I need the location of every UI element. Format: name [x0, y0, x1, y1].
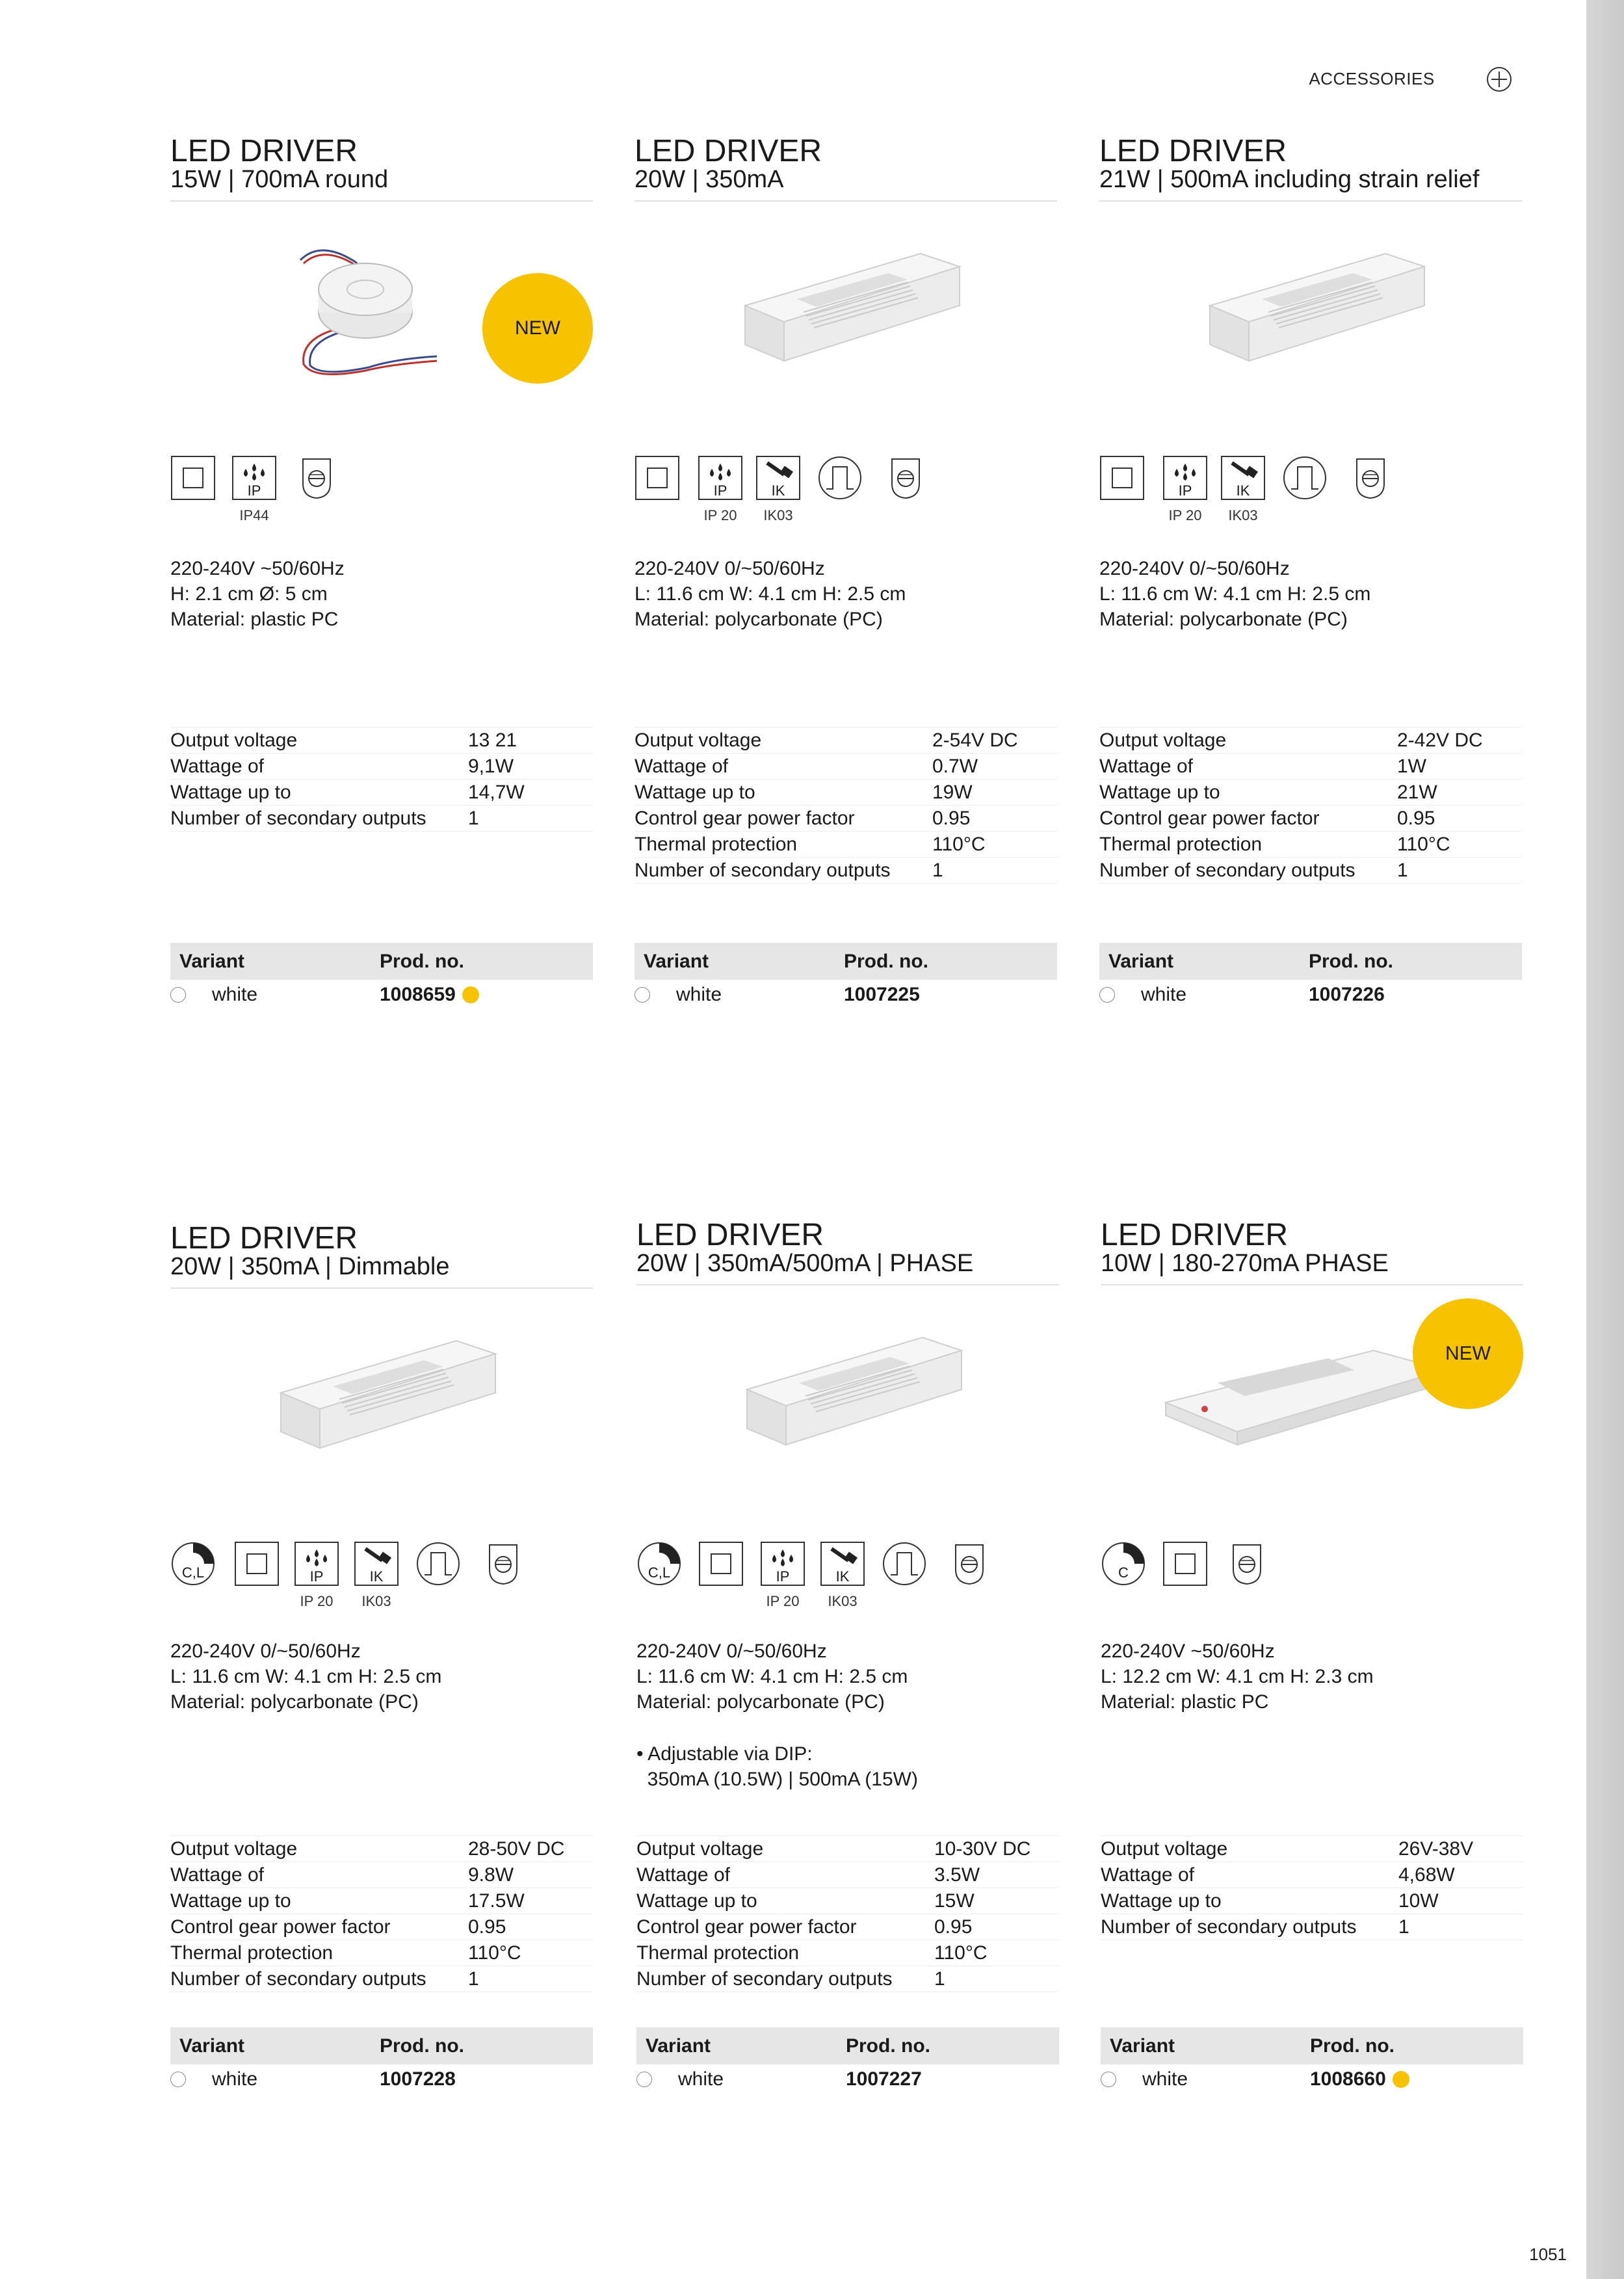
variant-row[interactable] [635, 980, 1057, 1010]
parameter-row [1101, 1862, 1523, 1888]
spec-line: H: 2.1 cm Ø: 5 cm [170, 583, 328, 605]
parameter-value: 15W [934, 1890, 975, 1912]
prod-no-column-header: Prod. no. [844, 950, 928, 972]
spec-line: Material: polycarbonate (PC) [170, 1691, 419, 1713]
parameter-label: Output voltage [635, 729, 762, 751]
parameter-table [1101, 1836, 1523, 1940]
parameter-label: Output voltage [1101, 1838, 1228, 1860]
title-divider [170, 200, 593, 202]
variant-column-header: Variant [1110, 2035, 1175, 2057]
product-number: 1008659 [380, 984, 456, 1005]
parameter-value: 10-30V DC [934, 1838, 1031, 1860]
parameter-value: 110°C [1397, 833, 1450, 855]
spec-lines [636, 1639, 908, 1715]
spec-line: L: 11.6 cm W: 4.1 cm H: 2.5 cm [1099, 583, 1371, 605]
rectangular-led-driver-photo [170, 1302, 593, 1523]
parameter-row [1099, 754, 1522, 780]
parameter-row [170, 754, 593, 780]
parameter-row [1099, 728, 1522, 754]
parameter-value: 0.7W [932, 755, 978, 777]
parameter-value: 1 [1397, 859, 1408, 881]
variant-radio-button[interactable] [1101, 2072, 1116, 2087]
parameter-row [1101, 1914, 1523, 1940]
thermal-protection-icon [1282, 455, 1328, 501]
parameter-label: Control gear power factor [636, 1916, 857, 1938]
title-divider [636, 1284, 1059, 1285]
parameter-value: 0.95 [932, 807, 971, 829]
parameter-row [635, 806, 1057, 832]
luminaire-mark-icon [1224, 1541, 1270, 1587]
parameter-value: 110°C [932, 833, 986, 855]
parameter-value: 21W [1397, 781, 1437, 803]
spec-line: L: 11.6 cm W: 4.1 cm H: 2.5 cm [635, 583, 906, 605]
product-title: LED DRIVER [170, 1221, 358, 1256]
parameter-label: Wattage up to [170, 781, 291, 803]
spec-line: Material: polycarbonate (PC) [636, 1691, 885, 1713]
product-image [1099, 215, 1522, 436]
variant-header [170, 2027, 593, 2064]
parameter-row [635, 728, 1057, 754]
product-subtitle: 20W | 350mA [635, 166, 784, 193]
parameter-value: 1 [934, 1968, 945, 1990]
ik-rating-icon [1220, 455, 1266, 523]
parameter-label: Wattage up to [170, 1890, 291, 1912]
parameter-label: Output voltage [170, 1838, 298, 1860]
parameter-row [170, 1836, 593, 1862]
ip-rating-label: IP [713, 482, 727, 499]
prod-no-column-header: Prod. no. [380, 2035, 464, 2057]
variant-column-header: Variant [179, 950, 245, 972]
parameter-row [1099, 806, 1522, 832]
spec-line: 220-240V 0/~50/60Hz [635, 558, 825, 579]
variant-header [636, 2027, 1059, 2064]
spec-line: 220-240V 0/~50/60Hz [170, 1640, 361, 1662]
variant-name: white [678, 2068, 724, 2090]
parameter-label: Number of secondary outputs [170, 807, 426, 829]
ip-rating-icon [1162, 455, 1208, 523]
parameter-value: 17.5W [468, 1890, 525, 1912]
parameter-row [635, 754, 1057, 780]
parameter-table [170, 1836, 593, 1992]
variant-header [1101, 2027, 1523, 2064]
class-ii-icon [1099, 455, 1145, 501]
product-subtitle: 15W | 700mA round [170, 166, 389, 193]
parameter-table [170, 727, 593, 832]
parameter-row [170, 1914, 593, 1940]
icon-caption: IK03 [828, 1593, 858, 1609]
ik-rating-icon [354, 1541, 399, 1609]
ik-rating-icon [820, 1541, 865, 1609]
parameter-label: Thermal protection [170, 1942, 334, 1964]
icon-caption: IK03 [1228, 507, 1258, 523]
parameter-table [636, 1836, 1059, 1992]
variant-row[interactable] [170, 2064, 593, 2094]
product-number: 1007227 [846, 2068, 922, 2090]
product-number: 1007228 [380, 2068, 456, 2090]
icon-caption: IP 20 [703, 507, 737, 523]
product-number: 1008660 [1310, 2068, 1386, 2090]
title-divider [1101, 1284, 1523, 1285]
luminaire-mark-icon [947, 1541, 992, 1587]
variant-column-header: Variant [646, 2035, 711, 2057]
ip-rating-icon [294, 1541, 339, 1609]
spec-line: 220-240V ~50/60Hz [170, 558, 345, 579]
variant-radio-button[interactable] [636, 2072, 652, 2087]
luminaire-mark-icon [1348, 455, 1393, 501]
prod-no-column-header: Prod. no. [1310, 2035, 1395, 2057]
parameter-row [635, 832, 1057, 858]
parameter-row [170, 1940, 593, 1966]
parameter-label: Wattage of [1101, 1864, 1194, 1886]
parameter-value: 9.8W [468, 1864, 514, 1886]
product-title: LED DRIVER [1101, 1218, 1289, 1252]
ip-rating-icon [760, 1541, 805, 1609]
parameter-value: 1 [1398, 1916, 1409, 1938]
spec-line: Material: plastic PC [1101, 1691, 1269, 1713]
parameter-value: 28-50V DC [468, 1838, 565, 1860]
luminaire-mark-icon [883, 455, 928, 501]
variant-name: white [212, 984, 258, 1005]
parameter-label: Output voltage [1099, 729, 1227, 751]
parameter-value: 2-42V DC [1397, 729, 1483, 751]
feature-bullet-line: 350mA (10.5W) | 500mA (15W) [636, 1769, 918, 1790]
prod-no-column-header: Prod. no. [1309, 950, 1393, 972]
parameter-value: 0.95 [934, 1916, 973, 1938]
spec-line: L: 11.6 cm W: 4.1 cm H: 2.5 cm [170, 1666, 442, 1687]
parameter-row [170, 1888, 593, 1914]
ip-rating-label: IP [309, 1568, 324, 1585]
spec-line: Material: polycarbonate (PC) [1099, 609, 1348, 630]
variant-header [170, 943, 593, 980]
variant-table [170, 2027, 593, 2094]
product-image [635, 215, 1057, 436]
parameter-label: Number of secondary outputs [636, 1968, 893, 1990]
rectangular-led-driver-photo [636, 1298, 1059, 1520]
parameter-row [636, 1966, 1059, 1992]
spec-lines [635, 556, 906, 632]
variant-header [1099, 943, 1522, 980]
parameter-value: 110°C [934, 1942, 988, 1964]
product-title: LED DRIVER [635, 134, 822, 168]
product-image [170, 1302, 593, 1523]
spec-line: 220-240V 0/~50/60Hz [1099, 558, 1290, 579]
parameter-label: Wattage up to [635, 781, 755, 803]
parameter-row [1101, 1888, 1523, 1914]
ik-rating-icon [755, 455, 801, 523]
parameter-label: Wattage of [635, 755, 728, 777]
ip-rating-icon [231, 455, 277, 523]
new-badge: NEW [482, 273, 593, 384]
parameter-value: 1 [932, 859, 943, 881]
parameter-row [636, 1862, 1059, 1888]
thermal-protection-icon [882, 1541, 927, 1587]
parameter-value: 1 [468, 807, 479, 829]
parameter-value: 4,68W [1398, 1864, 1455, 1886]
rectangular-led-driver-photo [635, 215, 1057, 436]
ik-rating-label: IK [771, 482, 785, 499]
spec-line: L: 11.6 cm W: 4.1 cm H: 2.5 cm [636, 1666, 908, 1687]
feature-bullets [636, 1741, 918, 1792]
parameter-label: Number of secondary outputs [1101, 1916, 1357, 1938]
spec-line: Material: polycarbonate (PC) [635, 609, 883, 630]
spec-line: 220-240V 0/~50/60Hz [636, 1640, 827, 1662]
spec-lines [1101, 1639, 1374, 1715]
dimmable-c-icon [1101, 1541, 1146, 1587]
parameter-row [636, 1888, 1059, 1914]
parameter-row [170, 806, 593, 832]
new-indicator-dot [1393, 2071, 1409, 2088]
parameter-value: 10W [1398, 1890, 1439, 1912]
variant-column-header: Variant [1108, 950, 1174, 972]
plus-circle-icon[interactable] [1486, 66, 1512, 92]
parameter-label: Thermal protection [636, 1942, 800, 1964]
parameter-label: Number of secondary outputs [1099, 859, 1356, 881]
parameter-label: Wattage of [636, 1864, 730, 1886]
title-divider [1099, 200, 1522, 202]
luminaire-mark-icon [480, 1541, 526, 1587]
variant-column-header: Variant [179, 2035, 245, 2057]
ip-rating-label: IP [776, 1568, 790, 1585]
ik-rating-label: IK [369, 1568, 384, 1585]
variant-table [1101, 2027, 1523, 2094]
parameter-label: Thermal protection [1099, 833, 1263, 855]
product-card [636, 1218, 1059, 2090]
parameter-label: Output voltage [636, 1838, 764, 1860]
variant-name: white [1141, 984, 1187, 1005]
parameter-table [635, 727, 1057, 884]
variant-table [636, 2027, 1059, 2094]
parameter-label: Control gear power factor [635, 807, 855, 829]
parameter-row [1099, 832, 1522, 858]
dimmable-cl-label: C,L [181, 1564, 205, 1581]
title-divider [170, 1287, 593, 1289]
product-card [1099, 134, 1522, 1005]
right-edge-strip [1586, 0, 1624, 2279]
parameter-row [1099, 858, 1522, 884]
parameter-value: 13 21 [468, 729, 517, 751]
title-divider [635, 200, 1057, 202]
prod-no-column-header: Prod. no. [846, 2035, 930, 2057]
ip-rating-label: IP [247, 482, 261, 499]
parameter-label: Wattage of [1099, 755, 1193, 777]
parameter-label: Wattage up to [1099, 781, 1220, 803]
parameter-value: 0.95 [1397, 807, 1435, 829]
parameter-row [170, 728, 593, 754]
class-ii-icon [170, 455, 216, 501]
icon-caption: IK03 [361, 1593, 391, 1609]
prod-no-column-header: Prod. no. [380, 950, 464, 972]
variant-row[interactable] [1101, 2064, 1523, 2094]
variant-radio-button[interactable] [170, 987, 186, 1003]
parameter-label: Number of secondary outputs [170, 1968, 426, 1990]
parameter-value: 9,1W [468, 755, 514, 777]
product-image [636, 1298, 1059, 1520]
dimmable-cl-icon [636, 1541, 682, 1587]
spec-lines [1099, 556, 1370, 632]
class-ii-icon [635, 455, 680, 501]
variant-column-header: Variant [644, 950, 709, 972]
parameter-row [1099, 780, 1522, 806]
parameter-label: Wattage of [170, 755, 264, 777]
product-card [1101, 1218, 1523, 2090]
ik-rating-label: IK [835, 1568, 850, 1585]
parameter-row [170, 1862, 593, 1888]
variant-header [635, 943, 1057, 980]
dimmable-c-label: C [1118, 1564, 1129, 1581]
variant-radio-button[interactable] [635, 987, 650, 1003]
ik-rating-label: IK [1236, 482, 1250, 499]
variant-row[interactable] [1099, 980, 1522, 1010]
feature-bullet-line: • Adjustable via DIP: [636, 1743, 813, 1765]
product-number: 1007225 [844, 984, 920, 1005]
ip-rating-icon [698, 455, 743, 523]
parameter-row [635, 780, 1057, 806]
parameter-value: 26V-38V [1398, 1838, 1474, 1860]
dimmable-cl-label: C,L [648, 1564, 671, 1581]
rectangular-led-driver-photo [1099, 215, 1522, 436]
parameter-row [635, 858, 1057, 884]
thermal-protection-icon [817, 455, 863, 501]
variant-radio-button[interactable] [170, 2072, 186, 2087]
product-card [635, 134, 1057, 1005]
parameter-label: Control gear power factor [170, 1916, 391, 1938]
thermal-protection-icon [415, 1541, 461, 1587]
variant-name: white [1142, 2068, 1188, 2090]
product-subtitle: 10W | 180-270mA PHASE [1101, 1250, 1389, 1277]
parameter-label: Wattage up to [636, 1890, 757, 1912]
parameter-label: Thermal protection [635, 833, 798, 855]
parameter-value: 110°C [468, 1942, 521, 1964]
product-subtitle: 20W | 350mA | Dimmable [170, 1253, 450, 1280]
spec-lines [170, 556, 345, 632]
spec-line: 220-240V ~50/60Hz [1101, 1640, 1275, 1662]
variant-name: white [212, 2068, 258, 2090]
parameter-label: Control gear power factor [1099, 807, 1320, 829]
section-label: ACCESSORIES [1309, 69, 1435, 88]
dimmable-cl-icon [170, 1541, 216, 1587]
parameter-row [170, 1966, 593, 1992]
parameter-value: 2-54V DC [932, 729, 1018, 751]
parameter-value: 0.95 [468, 1916, 506, 1938]
variant-row[interactable] [636, 2064, 1059, 2094]
product-subtitle: 21W | 500mA including strain relief [1099, 166, 1480, 193]
parameter-row [636, 1940, 1059, 1966]
parameter-value: 1W [1397, 755, 1426, 777]
variant-table [635, 943, 1057, 1010]
parameter-label: Wattage up to [1101, 1890, 1222, 1912]
product-number: 1007226 [1309, 984, 1385, 1005]
variant-row[interactable] [170, 980, 593, 1010]
page-number: 1051 [1529, 2245, 1567, 2264]
product-subtitle: 20W | 350mA/500mA | PHASE [636, 1250, 974, 1277]
parameter-row [636, 1836, 1059, 1862]
product-title: LED DRIVER [636, 1218, 824, 1252]
luminaire-mark-icon [294, 455, 339, 501]
icon-caption: IP 20 [766, 1593, 800, 1609]
parameter-label: Number of secondary outputs [635, 859, 891, 881]
spec-line: Material: plastic PC [170, 609, 339, 630]
ip-rating-label: IP [1178, 482, 1192, 499]
parameter-row [1101, 1836, 1523, 1862]
parameter-label: Output voltage [170, 729, 298, 751]
product-title: LED DRIVER [170, 134, 358, 168]
parameter-value: 3.5W [934, 1864, 980, 1886]
class-ii-icon [234, 1541, 280, 1587]
product-card [170, 1221, 593, 2090]
class-ii-icon [698, 1541, 744, 1587]
parameter-value: 1 [468, 1968, 479, 1990]
variant-table [170, 943, 593, 1010]
parameter-value: 19W [932, 781, 973, 803]
new-badge: NEW [1413, 1298, 1523, 1409]
parameter-row [170, 780, 593, 806]
parameter-table [1099, 727, 1522, 884]
parameter-label: Wattage of [170, 1864, 264, 1886]
product-title: LED DRIVER [1099, 134, 1287, 168]
icon-caption: IP 20 [300, 1593, 334, 1609]
product-card [170, 134, 593, 1005]
new-indicator-dot [462, 986, 479, 1003]
icon-caption: IK03 [763, 507, 793, 523]
variant-radio-button[interactable] [1099, 987, 1115, 1003]
variant-table [1099, 943, 1522, 1010]
spec-lines [170, 1639, 441, 1715]
icon-caption: IP 20 [1168, 507, 1202, 523]
parameter-value: 14,7W [468, 781, 525, 803]
variant-name: white [676, 984, 722, 1005]
parameter-row [636, 1914, 1059, 1940]
class-ii-icon [1162, 1541, 1208, 1587]
spec-line: L: 12.2 cm W: 4.1 cm H: 2.3 cm [1101, 1666, 1374, 1687]
icon-caption: IP44 [239, 507, 269, 523]
